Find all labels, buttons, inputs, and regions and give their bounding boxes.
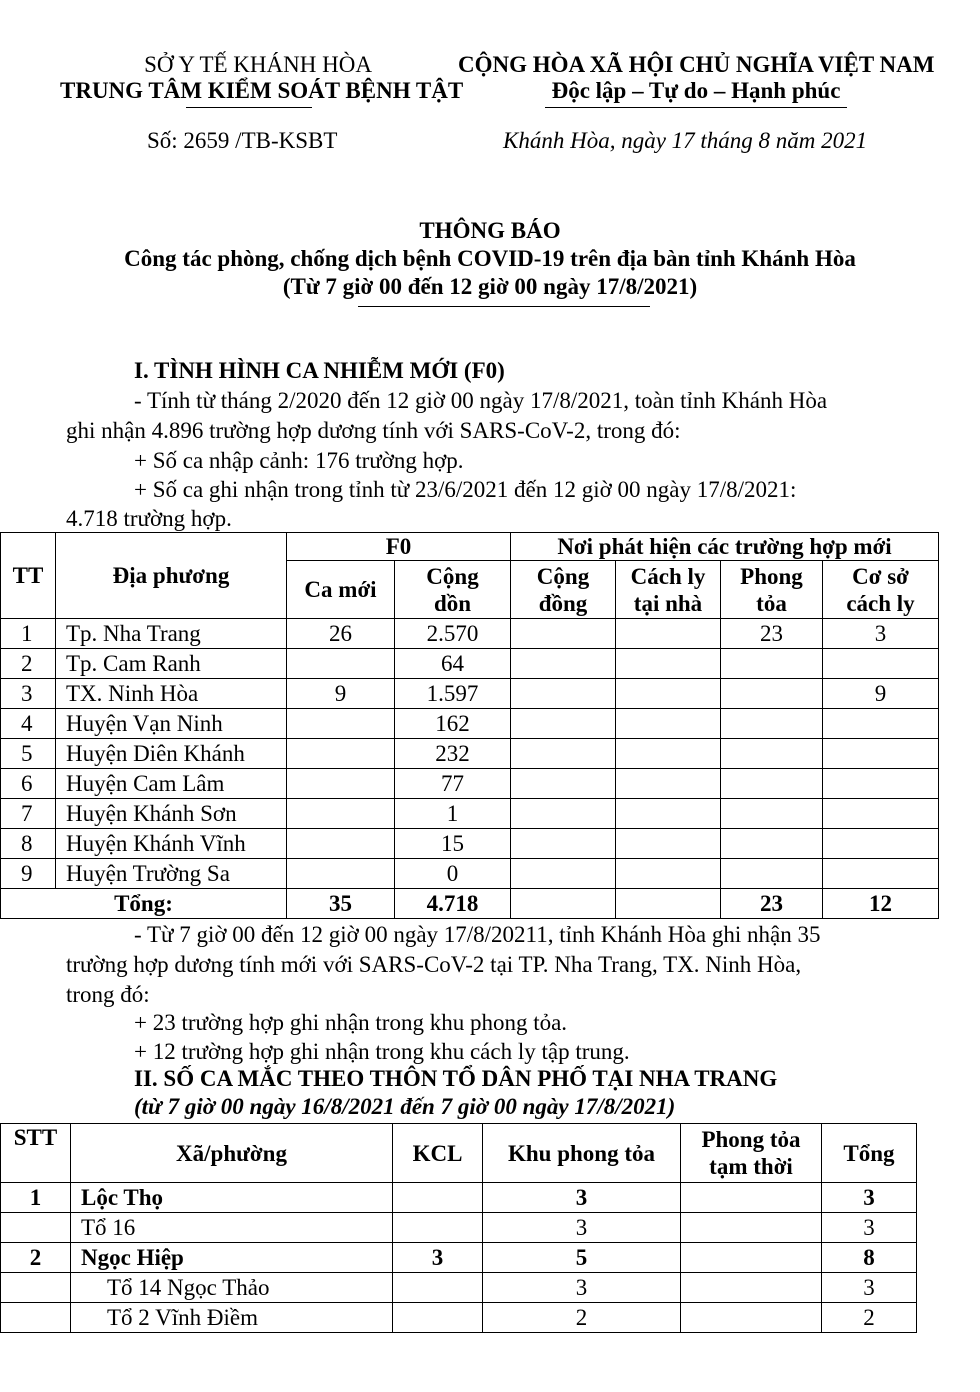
cell-community xyxy=(511,709,616,739)
cell-cumulative: 232 xyxy=(395,739,511,769)
section-1-para-line1: - Tính từ tháng 2/2020 đến 12 giờ 00 ngày 17/8/2021, toàn tỉnh Khánh Hòa xyxy=(134,388,828,413)
cell-temporary-lockdown xyxy=(681,1243,822,1273)
section-1-bullet-1: + Số ca nhập cảnh: 176 trường hợp. xyxy=(134,448,464,473)
table-row xyxy=(1,1243,917,1273)
cell-temporary-lockdown xyxy=(681,1303,822,1333)
cell-new-cases xyxy=(287,739,395,769)
cell-new-cases: 9 xyxy=(287,679,395,709)
document-number: Số: 2659 /TB-KSBT xyxy=(147,128,338,153)
cell-locality: Huyện Vạn Ninh xyxy=(56,709,287,739)
summary-line1: - Từ 7 giờ 00 đến 12 giờ 00 ngày 17/8/20211, tỉnh Khánh Hòa ghi nhận 35 xyxy=(134,922,821,947)
col-temporary-lockdown: Phong tỏa tạm thời xyxy=(681,1124,822,1183)
table-row xyxy=(1,1303,917,1333)
cell-kcl xyxy=(393,1303,483,1333)
cell-lockdown xyxy=(721,769,823,799)
cell-home-isolation xyxy=(616,829,721,859)
cell-lockdown xyxy=(721,829,823,859)
cell-cumulative: 162 xyxy=(395,709,511,739)
col-new-cases: Ca mới xyxy=(287,561,395,619)
cell-lockdown xyxy=(721,679,823,709)
col-locality: Địa phương xyxy=(56,533,287,619)
agency-parent: SỞ Y TẾ KHÁNH HÒA xyxy=(144,52,372,77)
cell-home-isolation xyxy=(616,619,721,649)
cell-new-cases xyxy=(287,799,395,829)
cell-isolation-facility xyxy=(823,799,939,829)
col-lockdown-zone: Khu phong tỏa xyxy=(483,1124,681,1183)
table-row xyxy=(1,739,939,769)
cell-tt: 8 xyxy=(1,829,56,859)
cell-lockdown-zone: 5 xyxy=(483,1243,681,1273)
cell-total: 3 xyxy=(822,1183,917,1213)
cell-cumulative: 0 xyxy=(395,859,511,889)
cell-isolation-facility: 9 xyxy=(823,679,939,709)
cell-home-isolation xyxy=(616,739,721,769)
notice-subtitle: Công tác phòng, chống dịch bệnh COVID-19 trên địa bàn tỉnh Khánh Hòa xyxy=(124,246,856,271)
cell-lockdown-zone: 3 xyxy=(483,1273,681,1303)
cell-cumulative: 64 xyxy=(395,649,511,679)
cell-isolation-facility xyxy=(823,829,939,859)
country-name: CỘNG HÒA XÃ HỘI CHỦ NGHĨA VIỆT NAM xyxy=(458,52,935,77)
cell-tt: 7 xyxy=(1,799,56,829)
cell-cumulative: 1 xyxy=(395,799,511,829)
col-home-isolation: Cách ly tại nhà xyxy=(616,561,721,619)
motto: Độc lập – Tự do – Hạnh phúc xyxy=(551,78,841,103)
section-2-period: (từ 7 giờ 00 ngày 16/8/2021 đến 7 giờ 00 ngày 17/8/2021) xyxy=(134,1094,676,1119)
motto-underline xyxy=(545,107,847,108)
cell-tt: 2 xyxy=(1,649,56,679)
col-community: Cộng đồng xyxy=(511,561,616,619)
col-group-detection-place: Nơi phát hiện các trường hợp mới xyxy=(511,533,939,561)
cell-cumulative: 1.597 xyxy=(395,679,511,709)
cell-isolation-facility xyxy=(823,859,939,889)
cell-new-cases xyxy=(287,769,395,799)
cell-lockdown: 23 xyxy=(721,619,823,649)
cell-home-isolation xyxy=(616,709,721,739)
table-row xyxy=(1,799,939,829)
col-lockdown: Phong tỏa xyxy=(721,561,823,619)
cell-temporary-lockdown xyxy=(681,1183,822,1213)
title-underline xyxy=(358,306,650,307)
cell-lockdown-zone: 3 xyxy=(483,1213,681,1243)
cell-tt: 4 xyxy=(1,709,56,739)
cell-locality: Huyện Diên Khánh xyxy=(56,739,287,769)
cell-total: 2 xyxy=(822,1303,917,1333)
cell-lockdown-zone: 2 xyxy=(483,1303,681,1333)
table-row xyxy=(1,709,939,739)
cell-kcl xyxy=(393,1273,483,1303)
cell-stt xyxy=(1,1303,71,1333)
cell-isolation-facility xyxy=(823,769,939,799)
col-total: Tổng xyxy=(822,1124,917,1183)
cell-locality: Huyện Trường Sa xyxy=(56,859,287,889)
notice-title: THÔNG BÁO xyxy=(419,218,561,243)
cell-cumulative: 2.570 xyxy=(395,619,511,649)
cell-total: 3 xyxy=(822,1273,917,1303)
cell-new-cases xyxy=(287,829,395,859)
cell-new-cases: 26 xyxy=(287,619,395,649)
cell-home-isolation xyxy=(616,649,721,679)
col-stt: STT xyxy=(1,1124,71,1183)
cell-new-cases xyxy=(287,859,395,889)
cell-home-isolation xyxy=(616,859,721,889)
cell-stt: 1 xyxy=(1,1183,71,1213)
section-1-bullet-2-line2: 4.718 trường hợp. xyxy=(66,506,232,531)
total-isolation-facility: 12 xyxy=(823,889,939,919)
cell-tt: 6 xyxy=(1,769,56,799)
cell-community xyxy=(511,799,616,829)
table-total-row xyxy=(1,889,939,919)
cell-isolation-facility xyxy=(823,649,939,679)
total-lockdown: 23 xyxy=(721,889,823,919)
cell-kcl xyxy=(393,1183,483,1213)
cell-stt xyxy=(1,1213,71,1243)
section-2-heading: II. SỐ CA MẮC THEO THÔN TỔ DÂN PHỐ TẠI NHA TRANG xyxy=(134,1066,778,1091)
cell-community xyxy=(511,649,616,679)
cell-ward: Tổ 16 xyxy=(71,1213,393,1243)
cell-kcl xyxy=(393,1213,483,1243)
table-row xyxy=(1,649,939,679)
total-new: 35 xyxy=(287,889,395,919)
cell-locality: Huyện Cam Lâm xyxy=(56,769,287,799)
cell-new-cases xyxy=(287,649,395,679)
cell-new-cases xyxy=(287,709,395,739)
total-community xyxy=(511,889,616,919)
summary-line3: trong đó: xyxy=(66,982,150,1007)
cell-home-isolation xyxy=(616,769,721,799)
summary-line2: trường hợp dương tính mới với SARS-CoV-2 tại TP. Nha Trang, TX. Ninh Hòa, xyxy=(66,952,802,977)
cell-ward: Tổ 2 Vĩnh Điềm xyxy=(71,1303,393,1333)
cell-community xyxy=(511,619,616,649)
agency-name: TRUNG TÂM KIỂM SOÁT BỆNH TẬT xyxy=(60,78,464,103)
table-row xyxy=(1,769,939,799)
cell-tt: 5 xyxy=(1,739,56,769)
cell-locality: TX. Ninh Hòa xyxy=(56,679,287,709)
cell-home-isolation xyxy=(616,679,721,709)
cell-cumulative: 15 xyxy=(395,829,511,859)
cases-by-locality-table xyxy=(0,532,939,919)
table-row xyxy=(1,1213,917,1243)
table-row xyxy=(1,619,939,649)
cell-ward: Ngọc Hiệp xyxy=(71,1243,393,1273)
cell-lockdown xyxy=(721,799,823,829)
cell-lockdown xyxy=(721,859,823,889)
col-isolation-facility: Cơ sở cách ly xyxy=(823,561,939,619)
summary-bullet-1: + 23 trường hợp ghi nhận trong khu phong tỏa. xyxy=(134,1010,568,1035)
notice-period: (Từ 7 giờ 00 đến 12 giờ 00 ngày 17/8/2021) xyxy=(282,274,698,299)
cell-community xyxy=(511,739,616,769)
agency-underline xyxy=(186,107,312,108)
cell-stt xyxy=(1,1273,71,1303)
cell-lockdown xyxy=(721,649,823,679)
cell-temporary-lockdown xyxy=(681,1213,822,1243)
cell-lockdown-zone: 3 xyxy=(483,1183,681,1213)
cell-isolation-facility xyxy=(823,739,939,769)
cell-lockdown xyxy=(721,709,823,739)
col-kcl: KCL xyxy=(393,1124,483,1183)
cases-by-ward-table xyxy=(0,1123,917,1333)
total-cumulative: 4.718 xyxy=(395,889,511,919)
total-label: Tổng: xyxy=(1,889,287,919)
section-1-para-line2: ghi nhận 4.896 trường hợp dương tính với SARS-CoV-2, trong đó: xyxy=(66,418,681,443)
cell-locality: Huyện Khánh Vĩnh xyxy=(56,829,287,859)
total-home-isolation xyxy=(616,889,721,919)
cell-community xyxy=(511,769,616,799)
table-row xyxy=(1,1273,917,1303)
section-1-heading: I. TÌNH HÌNH CA NHIỄM MỚI (F0) xyxy=(134,358,505,383)
cell-tt: 1 xyxy=(1,619,56,649)
col-cumulative: Cộng dồn xyxy=(395,561,511,619)
cell-community xyxy=(511,829,616,859)
cell-isolation-facility xyxy=(823,709,939,739)
cell-community xyxy=(511,679,616,709)
cell-total: 3 xyxy=(822,1213,917,1243)
cell-community xyxy=(511,859,616,889)
cell-home-isolation xyxy=(616,799,721,829)
col-tt: TT xyxy=(1,533,56,619)
cell-kcl: 3 xyxy=(393,1243,483,1273)
table-row xyxy=(1,679,939,709)
col-group-f0: F0 xyxy=(287,533,511,561)
cell-ward: Tổ 14 Ngọc Thảo xyxy=(71,1273,393,1303)
cell-ward: Lộc Thọ xyxy=(71,1183,393,1213)
section-1-bullet-2-line1: + Số ca ghi nhận trong tỉnh từ 23/6/2021 đến 12 giờ 00 ngày 17/8/2021: xyxy=(134,477,797,502)
cell-locality: Tp. Nha Trang xyxy=(56,619,287,649)
table-row xyxy=(1,1183,917,1213)
cell-tt: 3 xyxy=(1,679,56,709)
cell-stt: 2 xyxy=(1,1243,71,1273)
summary-bullet-2: + 12 trường hợp ghi nhận trong khu cách ly tập trung. xyxy=(134,1039,630,1064)
table-row xyxy=(1,829,939,859)
cell-total: 8 xyxy=(822,1243,917,1273)
table-row xyxy=(1,859,939,889)
col-ward: Xã/phường xyxy=(71,1124,393,1183)
cell-lockdown xyxy=(721,739,823,769)
place-date: Khánh Hòa, ngày 17 tháng 8 năm 2021 xyxy=(503,128,868,153)
cell-tt: 9 xyxy=(1,859,56,889)
cell-temporary-lockdown xyxy=(681,1273,822,1303)
cell-cumulative: 77 xyxy=(395,769,511,799)
cell-isolation-facility: 3 xyxy=(823,619,939,649)
cell-locality: Huyện Khánh Sơn xyxy=(56,799,287,829)
cell-locality: Tp. Cam Ranh xyxy=(56,649,287,679)
